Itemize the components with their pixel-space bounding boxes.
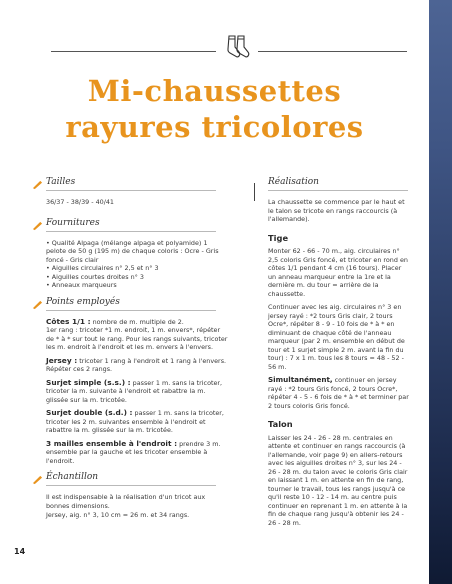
page-number: 14 — [14, 547, 26, 556]
brush-stroke-icon — [32, 474, 43, 485]
title-rule-left — [51, 51, 216, 52]
realisation-intro: La chaussette se commence par le haut et le talon se tricote en rangs raccourcis (à l'allemande). — [268, 198, 405, 223]
left-column — [46, 176, 228, 525]
trois-mailles-label: 3 mailles ensemble à l'endroit : — [46, 438, 178, 448]
section-echantillon — [46, 471, 228, 520]
talon-heading: Talon — [268, 419, 293, 429]
section-header-points — [46, 296, 228, 314]
jersey-label: Jersey : — [46, 355, 78, 365]
section-title-echantillon: Échantillon — [46, 472, 99, 482]
list-item: • Qualité Alpaga (mélange alpaga et polyamide) 1 pelote de 50 g (195 m) de chaque coloris : Ocre - Gris foncé - Gris clair — [46, 238, 219, 264]
section-points — [46, 296, 228, 466]
surjet-double-text: passer 1 m. sans la tricoter, tricoter les 2 m. suivantes ensemble à l'endroit et rabattre la m. glissée sur la m. tricotée. — [46, 409, 224, 434]
echantillon-text-1: Il est indispensable à la réalisation d'un tricot aux bonnes dimensions. — [46, 493, 206, 510]
section-header-realisation — [268, 176, 410, 194]
section-realisation — [268, 176, 410, 527]
cotes-intro: nombre de m. multiple de 2. — [90, 317, 184, 326]
section-title-tailles: Tailles — [46, 177, 76, 187]
right-column — [268, 176, 410, 532]
list-item: • Aiguilles circulaires n° 2,5 et n° 3 — [46, 264, 159, 272]
page-edge-strip — [429, 0, 452, 584]
section-underline — [46, 485, 216, 486]
section-title-realisation: Réalisation — [268, 177, 319, 187]
cotes-paragraph — [46, 318, 228, 352]
jersey-text: tricoter 1 rang à l'endroit et 1 rang à l'envers. Répéter ces 2 rangs. — [46, 356, 227, 373]
cotes-label: Côtes 1/1 : — [46, 316, 91, 326]
surjet-simple-paragraph — [46, 379, 228, 405]
section-underline — [46, 310, 216, 311]
section-header-fournitures — [46, 217, 228, 235]
socks-icon — [223, 33, 251, 61]
trois-mailles-paragraph — [46, 440, 228, 466]
tige-paragraph-3 — [268, 376, 410, 410]
fournitures-list — [46, 239, 228, 290]
list-item: • Aiguilles courtes droites n° 3 — [46, 272, 144, 281]
section-header-echantillon — [46, 471, 228, 489]
tige-paragraph-1: Monter 62 - 66 - 70 m., aig. circulaires n° 2,5 coloris Gris foncé, et tricoter en rond en côtes 1/1 pendant 4 cm (16 tours). Placer un anneau marqueur entre la 1re et la dernière m. du tour = arrière de la chaussette. — [268, 247, 408, 298]
talon-paragraph-1: Laisser les 24 - 26 - 28 m. centrales en attente et continuer en rangs raccourcis (à l'allemande, voir page 9) en allers-retours avec les aiguilles droites n° 3, sur les 24 - 26 - 28 m. du talon avec le coloris Gris clair en laissant 1 m. en attente en fin de rang, tourner le travail, tous les rangs jusqu'à ce qu'il reste 10 - 12 - 14 m. au centre puis continuer en reprenant 1 m. en attente à la fin de chaque rang jusqu'à obtenir les 24 - 26 - 28 m. — [268, 433, 408, 527]
title-rule-right — [258, 51, 407, 52]
section-title-fournitures: Fournitures — [46, 217, 100, 228]
section-tailles — [46, 176, 228, 207]
tailles-text: 36/37 - 38/39 - 40/41 — [46, 198, 114, 206]
echantillon-text-2: Jersey, aig. n° 3, 10 cm = 26 m. et 34 rangs. — [46, 511, 190, 519]
tige-heading: Tige — [268, 232, 289, 243]
section-fournitures — [46, 217, 228, 290]
section-title-points: Points employés — [46, 296, 120, 307]
column-divider-marker — [254, 183, 255, 201]
brush-stroke-icon — [32, 220, 43, 231]
cotes-text: 1er rang : tricoter *1 m. endroit, 1 m. envers*, répéter de * à * sur tout le rang. Pour les rangs suivants, tricoter les m. endroit à l'endroit et les m. envers à l'envers. — [46, 326, 228, 351]
section-header-tailles — [46, 176, 228, 194]
trois-mailles-text: prendre 3 m. ensemble par la gauche et les tricoter ensemble à l'endroit. — [46, 439, 221, 465]
section-underline — [46, 190, 216, 191]
list-item: • Anneaux marqueurs — [46, 281, 117, 289]
tige-p3-label: Simultanément, — [268, 375, 333, 384]
tige-paragraph-2: Continuer avec les aig. circulaires n° 3 en jersey rayé : *2 tours Gris clair, 2 tours Ocre*, répéter 8 - 9 - 10 fois de * à * en diminuant de chaque côté de l'anneau marqueur (par 2 m. ensemble en début de tour et 1 surjet simple 2 m. avant la fin du tour) : 7 x 1 m. tous les 8 tours = 48 - 52 - 56 m. — [268, 303, 405, 371]
brush-stroke-icon — [32, 299, 43, 310]
surjet-double-paragraph — [46, 409, 228, 435]
tige-p3-text: continuer en jersey rayé : *2 tours Gris foncé, 2 tours Ocre*, répéter 4 - 5 - 6 fois de * à * et terminer par 2 tours coloris Gris foncé. — [268, 376, 409, 410]
surjet-simple-label: Surjet simple (s.s.) : — [46, 377, 131, 387]
page-title-line-2: rayures tricolores — [65, 110, 364, 144]
jersey-paragraph — [46, 357, 228, 374]
brush-stroke-icon — [32, 179, 43, 190]
page-title-line-1: Mi-chaussettes — [87, 74, 342, 108]
section-underline — [268, 190, 408, 191]
surjet-double-label: Surjet double (s.d.) : — [46, 408, 133, 417]
surjet-simple-text: passer 1 m. sans la tricoter, tricoter la m. suivante à l'endroit et rabattre la m. glissée sur la m. tricotée. — [46, 378, 223, 404]
section-underline — [46, 231, 216, 232]
